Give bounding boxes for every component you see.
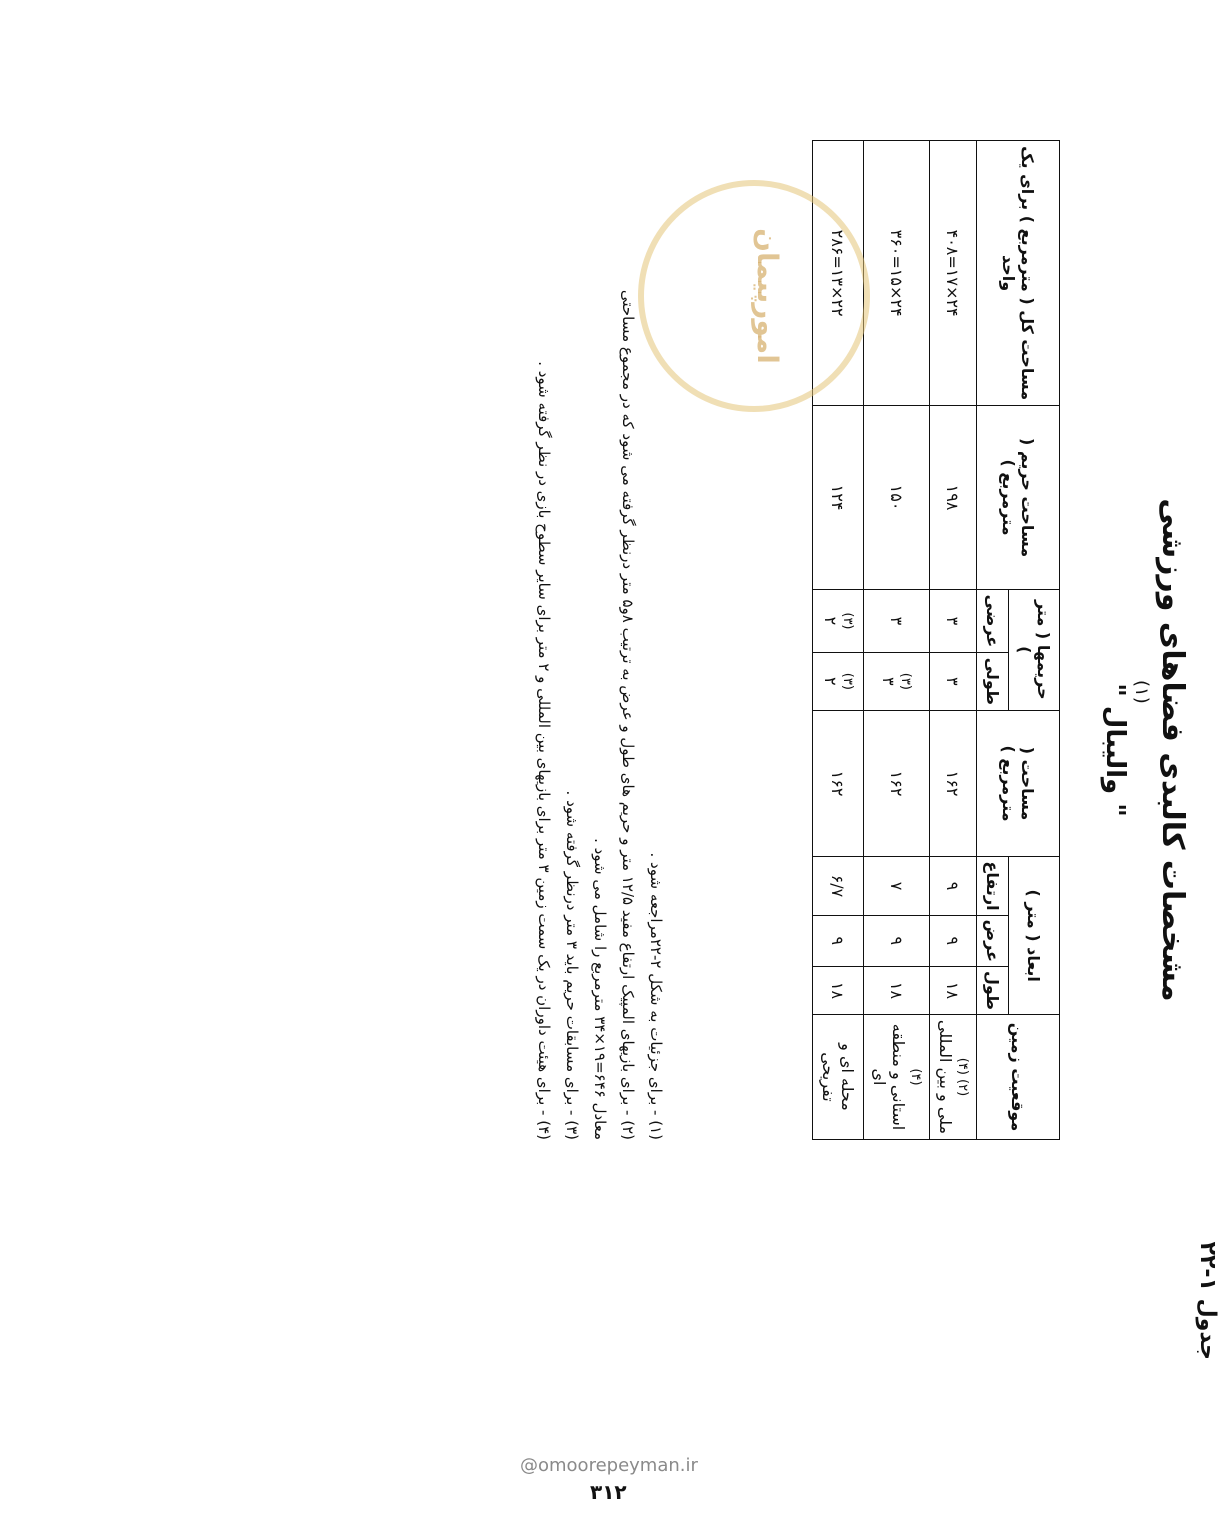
header-clearance: حریمها ( متر ) — [1009, 589, 1060, 710]
cell-zone: محله ای و تفریحی — [813, 1014, 864, 1139]
cell-clear-long: (۳) ۳ — [864, 652, 930, 710]
watermark-seal — [638, 180, 870, 412]
cell-clear-long: ۳ — [930, 652, 977, 710]
cell-length: ۱۸ — [813, 966, 864, 1014]
cell-height: ۹ — [930, 857, 977, 915]
table-row — [864, 141, 930, 1140]
header-height: ارتفاع — [977, 857, 1009, 915]
footnote: (۴) - برای هیئت داوران در یک سمت زمین ۳ متر برای بازیهای بین المللی و ۲ متر برای سایر سطوح بازی در نظر گرفته شود . — [535, 361, 553, 1140]
page-number: ۳۱۲ — [590, 1480, 627, 1504]
header-buffer-area: مساحت حریم ( مترمربع ) — [977, 406, 1060, 590]
footnote: معادل ۶۴۶=۱۹×۳۴ مترمربع را شامل می شود . — [591, 838, 609, 1140]
cell-width: ۹ — [930, 915, 977, 966]
zone-note: (۲) (۴) — [955, 1057, 970, 1097]
header-zone: موقعیت زمین — [977, 1014, 1060, 1139]
cell-clear-wide: (۳) ۲ — [813, 589, 864, 652]
cell-total: ۲۴×۱۷=۴۰۸ — [930, 141, 977, 406]
watermark-text: امورپیمان — [751, 228, 784, 364]
table-row — [930, 141, 977, 1140]
table-caption: جدول ۱-۲۲ — [1195, 1241, 1220, 1360]
header-width: عرض — [977, 915, 1009, 966]
cell-zone: (۴) استانی و منطقه ای — [864, 1014, 930, 1139]
cell-zone: (۲) (۴) ملی و بین المللی — [930, 1014, 977, 1139]
table-subtitle: " والیبال " — [1100, 683, 1130, 817]
header-total-area: مساحت کل ( مترمربع ) برای یک واحد — [977, 141, 1060, 406]
cell-buffer: ۱۲۴ — [813, 406, 864, 590]
zone-note: (۴) — [908, 1068, 923, 1086]
cell-buffer: ۱۹۸ — [930, 406, 977, 590]
cell-height: ۶/۷ — [813, 857, 864, 915]
cell-clear-wide: ۳ — [930, 589, 977, 652]
title-reference: (۱) — [1131, 680, 1152, 704]
table-title: مشخصات کالبدی فضاهای ورزشی — [1155, 498, 1190, 1002]
cell-length: ۱۸ — [930, 966, 977, 1014]
header-dimensions: ابعاد ( متر ) — [1009, 857, 1060, 1015]
cell-total: ۲۲×۱۳=۲۸۶ — [813, 141, 864, 406]
cell-height: ۷ — [864, 857, 930, 915]
cell-clear-wide: ۳ — [864, 589, 930, 652]
cell-area: ۱۶۲ — [813, 710, 864, 857]
cell-total: ۲۴×۱۵=۳۶۰ — [864, 141, 930, 406]
header-clear-wide: عرضی — [977, 589, 1009, 652]
footnote: (۳) - برای مسابقات حریم باید ۳ متر درنظر گرفته شود . — [563, 790, 581, 1140]
cell-length: ۱۸ — [864, 966, 930, 1014]
header-clear-long: طولی — [977, 652, 1009, 710]
cell-width: ۹ — [864, 915, 930, 966]
cell-width: ۹ — [813, 915, 864, 966]
cell-buffer: ۱۵۰ — [864, 406, 930, 590]
cell-area: ۱۶۲ — [864, 710, 930, 857]
header-area: مساحت ( مترمربع ) — [977, 710, 1060, 857]
footnote: (۲) - برای بازیهای المپیک ارتفاع مفید ۱۲/۵ متر و حریم های طول و عرض به ترتیب ۸و۵ متر درنظر گرفته می شود که در مجموع مساحتی — [619, 289, 637, 1140]
rotated-content — [430, 120, 1228, 1380]
footnote: (۱) - برای جزئیات به شکل ۲-۲۲مراجعه شود . — [647, 852, 665, 1140]
site-url: @omoorepeyman.ir — [520, 1455, 698, 1476]
cell-area: ۱۶۲ — [930, 710, 977, 857]
header-length: طول — [977, 966, 1009, 1014]
cell-clear-long: (۳) ۲ — [813, 652, 864, 710]
